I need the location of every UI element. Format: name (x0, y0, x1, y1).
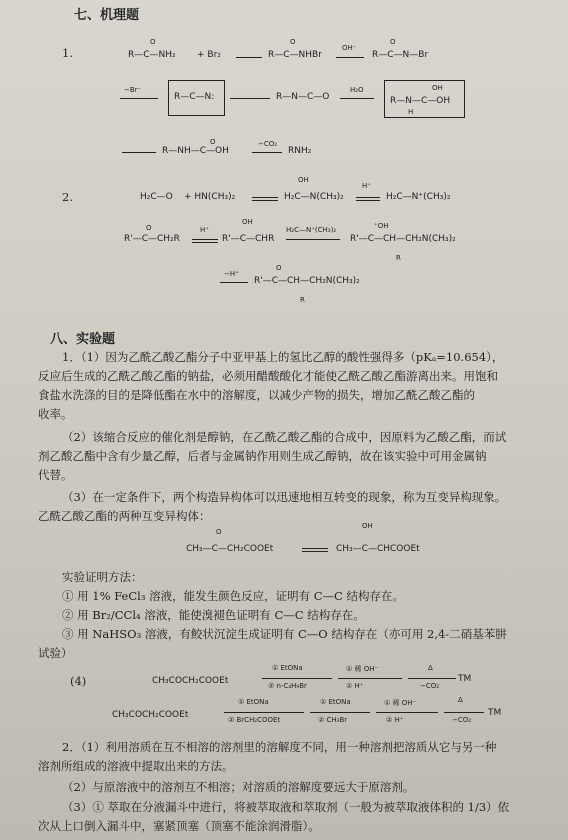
equilibrium-arrow (356, 200, 380, 201)
answer-2-3-paragraph: （3）① 萃取在分液漏斗中进行，将被萃取液和萃取剂（一般为被萃取液体积的 1/3）依 (62, 800, 510, 814)
r-group-label: R (300, 296, 305, 304)
reaction-arrow (336, 57, 364, 58)
carbonyl-o-label: O (276, 264, 282, 272)
carbamic-acid-formula: R—NH—C—OH (162, 146, 229, 156)
reaction-arrow (340, 98, 374, 99)
reaction-arrow (286, 239, 340, 240)
equilibrium-arrow (192, 242, 218, 243)
reaction-arrow (338, 678, 402, 679)
reaction-arrow (444, 712, 484, 713)
isocyanate-formula: R—N—C—O (276, 92, 330, 102)
answer-1-paragraph: 1．（1）因为乙酰乙酸乙酯分子中亚甲基上的氢比乙醇的酸性强得多（pKₐ=10.654）， (62, 350, 504, 364)
oh-label: OH (298, 176, 309, 184)
reaction-arrow (230, 98, 270, 99)
answer-1-paragraph: 反应后生成的乙酰乙酸乙酯的钠盐，必须用醋酸酸化才能使乙酰乙酸乙酯游离出来。用饱和 (38, 369, 498, 383)
route-2-step-d-bottom: −CO₂ (452, 716, 472, 724)
nitrene-formula: R—C—N: (174, 92, 215, 102)
route-1-step-b-top: ① 稀 OH⁻ (346, 665, 379, 673)
method-item: ② 用 Br₂/CCl₄ 溶液，能使溴褪色证明有 C—C 结构存在。 (62, 608, 365, 622)
reaction-arrow (236, 57, 262, 58)
answer-2-2-paragraph: （2）与原溶液中的溶剂互不相溶；对溶质的溶解度要远大于原溶剂。 (62, 780, 415, 794)
answer-2-3-paragraph: 次从上口倒入漏斗中，塞紧顶塞（顶塞不能涂润滑脂）。 (38, 819, 320, 833)
route-2-step-b-top: ① EtONa (320, 698, 351, 706)
mannich-base-formula: R'—C—CH—CH₂N(CH₃)₂ (254, 276, 360, 286)
reaction-arrow (262, 678, 332, 679)
answer-2-1-paragraph: 2．（1）利用溶质在互不相溶的溶剂里的溶解度不同，用一种溶剂把溶质从它与另一种 (62, 740, 497, 754)
equilibrium-arrow (356, 197, 380, 198)
reaction-arrow (220, 282, 248, 283)
answer-2-1-paragraph: 溶剂所组成的溶液中提取出来的方法。 (38, 759, 234, 773)
r-group-label: R (396, 254, 401, 262)
keto-o-label: O (216, 528, 222, 536)
adduct-formula: R'—C—CH—CH₂N(CH₃)₂ (350, 234, 456, 244)
reaction-arrow (408, 678, 456, 679)
equilibrium-arrow (252, 200, 278, 201)
amide-formula: R—C—NH₂ (128, 50, 176, 60)
section-7-title: 七、机理题 (74, 8, 140, 23)
carbonyl-o-label: O (210, 138, 216, 146)
amine-product: RNH₂ (288, 146, 312, 156)
answer-3-paragraph: 乙酰乙酸乙酯的两种互变异构体： (38, 509, 211, 523)
enol-formula: R'—C—CHR (222, 234, 275, 244)
protonated-oh-label: ⁺OH (374, 222, 389, 230)
equilibrium-arrow (302, 551, 328, 552)
reaction-arrow (252, 152, 282, 153)
hemiaminal-formula: H₂C—N(CH₃)₂ (284, 192, 344, 202)
bromine-reagent: + Br₂ (197, 50, 221, 60)
question-4-number: (4) (70, 674, 87, 688)
bracket-right (460, 80, 465, 118)
bracket-right (220, 80, 225, 116)
route-1-step-a-bottom: ② n-C₄H₉Br (268, 682, 307, 690)
hydroxide-label: OH⁻ (342, 44, 357, 52)
answer-3-paragraph: （3）在一定条件下，两个构造异构体可以迅速地相互转变的现象，称为互变异构现象。 (62, 490, 507, 504)
answer-1-paragraph: 食盐水洗涤的目的是降低酯在水中的溶解度，以减少产物的损失，增加乙酰乙酸乙酯的 (38, 388, 475, 402)
route-1-step-b-bottom: ② H⁺ (346, 682, 364, 690)
method-item: ① 用 1% FeCl₃ 溶液，能发生颜色反应，证明有 C—C 结构存在。 (62, 589, 405, 603)
route-2-step-c-bottom: ② H⁺ (386, 716, 404, 724)
minus-bromide-label: −Br⁻ (124, 86, 142, 94)
answer-1-paragraph: 收率。 (38, 407, 73, 421)
enol-oh-label: OH (362, 522, 373, 530)
route-2-step-a-bottom: ② BrCH₂COOEt (228, 716, 281, 724)
minus-co2-label: −CO₂ (258, 140, 278, 148)
section-8-title: 八、实验题 (50, 332, 116, 347)
carbonyl-o-label: O (146, 224, 152, 232)
reaction-arrow (310, 712, 370, 713)
keto-form: CH₃—C—CH₂COOEt (186, 544, 274, 554)
route-2-step-b-bottom: ② CH₃Br (318, 716, 348, 724)
answer-2-paragraph: 代替。 (38, 468, 73, 482)
method-item: 试验） (38, 646, 73, 660)
method-item: ③ 用 NaHSO₃ 溶液，有鲛状沉淀生成证明有 C—O 结构存在（亦可用 2,4-二硝基苯肼 (62, 627, 507, 641)
route-2-step-a-top: ① EtONa (238, 698, 269, 706)
carbonyl-o-label: O (290, 38, 296, 46)
proton-label: H⁺ (200, 226, 209, 234)
carbonyl-o-label: O (150, 38, 156, 46)
route-1-step-a-top: ① EtONa (272, 664, 303, 672)
methods-title: 实验证明方法： (62, 570, 143, 584)
route-2-step-c-top: ① 稀 OH⁻ (384, 699, 417, 707)
dimethylamine-reagent: + HN(CH₃)₂ (184, 192, 236, 202)
carbamic-intermediate: R—N—C—OH (390, 96, 451, 106)
reaction-arrow (376, 712, 438, 713)
answer-2-paragraph: 剂乙酸乙酯中含有少量乙醇，后者与金属钠作用则生成乙醇钠，故在该实验中可用金属钠 (38, 449, 487, 463)
route-2-start: CH₃COCH₂COOEt (112, 710, 189, 720)
problem-2-number: 2. (62, 190, 73, 204)
iminium-label: H₂C—N⁺(CH₃)₂ (286, 226, 337, 234)
anion-formula: R—C—N—Br (372, 50, 429, 60)
reaction-arrow (120, 98, 158, 99)
equilibrium-arrow (252, 197, 278, 198)
equilibrium-arrow (192, 239, 218, 240)
route-1-start: CH₃COCH₂COOEt (152, 676, 229, 686)
route-1-step-c-bottom: −CO₂ (420, 682, 440, 690)
route-1-step-c-top: Δ (428, 664, 433, 672)
proton-label: H⁺ (362, 182, 371, 190)
formaldehyde-formula: H₂C—O (140, 192, 173, 202)
route-1-target: TM (458, 674, 472, 684)
h-label: H (408, 108, 414, 116)
oh-label: OH (432, 84, 443, 92)
minus-proton-label: −H⁺ (224, 270, 239, 278)
route-2-step-d-top: Δ (458, 696, 463, 704)
reaction-arrow (122, 152, 156, 153)
reaction-arrow (224, 712, 304, 713)
water-label: H₂O (350, 86, 364, 94)
carbonyl-o-label: O (390, 38, 396, 46)
problem-1-number: 1. (62, 46, 73, 60)
ketone-formula: R'—C—CH₂R (124, 234, 180, 244)
equilibrium-arrow (302, 548, 328, 549)
answer-2-paragraph: （2）该缩合反应的催化剂是醇钠，在乙酰乙酸乙酯的合成中，因原料为乙酸乙酯，而试 (62, 430, 507, 444)
oh-label: OH (242, 218, 253, 226)
route-2-target: TM (488, 708, 502, 718)
n-bromoamide-formula: R—C—NHBr (268, 50, 322, 60)
enol-form: CH₃—C—CHCOOEt (336, 544, 420, 554)
iminium-formula: H₂C—N⁺(CH₃)₂ (386, 192, 451, 202)
